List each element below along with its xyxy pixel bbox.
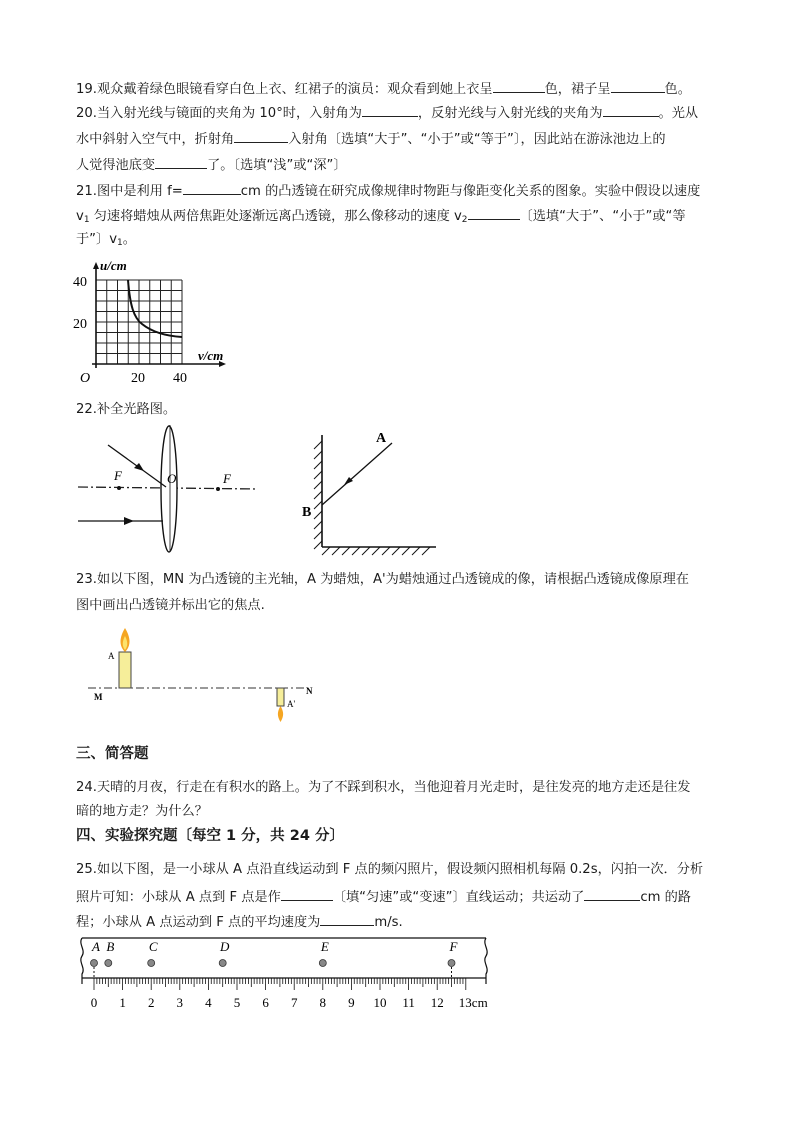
question-24-line2: 暗的地方走？为什么？ xyxy=(76,804,208,819)
answer-blank[interactable] xyxy=(362,102,418,117)
answer-blank[interactable] xyxy=(493,78,545,93)
y-axis-arrow xyxy=(93,262,99,269)
label-a: A xyxy=(108,651,115,661)
ruler-number: 10 xyxy=(373,995,387,1010)
answer-blank[interactable] xyxy=(320,911,374,926)
candle-image xyxy=(277,688,284,706)
question-23-line2: 图中画出凸透镜并标出它的焦点. xyxy=(76,598,265,613)
label-m: M xyxy=(94,692,103,702)
tick-x-20: 20 xyxy=(131,371,145,386)
question-23-line1: 23.如以下图，MN 为凸透镜的主光轴，A 为蜡烛，A'为蜡烛通过凸透镜成的像，请根据凸透镜成像原理在 xyxy=(76,572,689,587)
ball-point-d xyxy=(219,960,226,967)
ball-label-a: A xyxy=(92,939,100,954)
ruler-number: 6 xyxy=(262,995,269,1010)
section-3-heading: 三、简答题 xyxy=(76,746,149,762)
question-24-line1: 24.天晴的月夜，行走在有积水的路上。为了不踩到积水，当他迎着月光走时，是往发亮的地方走还是往发 xyxy=(76,780,691,795)
ruler-diagram xyxy=(76,934,496,1019)
focal-point-left xyxy=(117,486,121,490)
ruler-number: 1 xyxy=(119,995,126,1010)
label-a-prime: A' xyxy=(287,699,296,709)
ball-point-a xyxy=(91,960,98,967)
section-4-heading: 四、实验探究题〔每空 1 分，共 24 分〕 xyxy=(76,828,344,844)
question-20-line2: 水中斜射入空气中，折射角 入射角〔选填“大于”、“小于”或“等于”〕，因此站在游泳池边上的 xyxy=(76,128,726,150)
ruler-number: 3 xyxy=(176,995,184,1010)
tick-y-20: 20 xyxy=(73,317,87,332)
label-f-left: F xyxy=(114,468,122,483)
ruler-break-right xyxy=(485,938,487,984)
tick-x-40: 40 xyxy=(173,371,187,386)
question-20-line1: 20.当入射光线与镜面的夹角为 10°时，入射角为 ，反射光线与入射光线的夹角为 。光从 xyxy=(76,102,726,124)
label-o: O xyxy=(167,471,177,486)
uv-graph xyxy=(70,256,240,391)
ball-point-b xyxy=(105,960,112,967)
ball-point-e xyxy=(319,960,326,967)
ruler-number: 9 xyxy=(348,995,355,1010)
ball-point-f xyxy=(448,960,455,967)
answer-blank[interactable] xyxy=(155,154,207,169)
graph-x-label: v/cm xyxy=(198,348,224,363)
ruler-ticks xyxy=(94,978,466,990)
ball-point-c xyxy=(148,960,155,967)
answer-blank[interactable] xyxy=(603,102,659,117)
ruler-number: 4 xyxy=(205,995,212,1010)
convex-lens xyxy=(161,426,177,552)
question-25-line1: 25.如以下图，是一小球从 A 点沿直线运动到 F 点的频闪照片，假设频闪照相机每隔 0.2s，闪拍一次．分析 xyxy=(76,862,704,877)
question-21-line1: 21.图中是利用 f= cm 的凸透镜在研究成像规律时物距与像距变化关系的图象。实验中假设以速度 xyxy=(76,180,726,202)
answer-blank[interactable] xyxy=(611,78,665,93)
ruler-break-left xyxy=(81,938,83,984)
ruler-number: 0 xyxy=(90,995,98,1010)
answer-blank[interactable] xyxy=(281,886,333,901)
candle-a xyxy=(119,652,131,688)
ball-label-c: C xyxy=(148,939,158,954)
ball-label-b: B xyxy=(106,939,115,954)
question-19: 19.观众戴着绿色眼镜看穿白色上衣、红裙子的演员：观众看到她上衣呈 色，裙子呈 色。 xyxy=(76,78,726,100)
tick-y-40: 40 xyxy=(73,275,87,290)
ruler-number: 7 xyxy=(290,995,298,1010)
ruler-number: 5 xyxy=(233,995,241,1010)
focal-point-right xyxy=(216,487,220,491)
answer-blank[interactable] xyxy=(183,180,241,195)
answer-blank[interactable] xyxy=(468,205,520,220)
ray-arrow xyxy=(124,517,134,525)
question-20-line3: 人觉得池底变 了。〔选填“浅”或“深”〕 xyxy=(76,154,726,176)
lens-diagram xyxy=(78,425,268,555)
ball-label-e: E xyxy=(320,939,329,954)
answer-blank[interactable] xyxy=(234,128,288,143)
graph-origin: O xyxy=(80,371,91,386)
graph-y-label: u/cm xyxy=(100,258,127,273)
ball-label-d: D xyxy=(220,939,230,954)
question-25-line2: 照片可知：小球从 A 点到 F 点是作 〔填“匀速”或“变速”〕直线运动；共运动了 cm 的路 xyxy=(76,886,726,908)
ruler-number: 8 xyxy=(319,995,327,1010)
label-f-right: F xyxy=(223,471,231,486)
label-b: B xyxy=(302,505,312,520)
question-21-line2: $v_1$ 匀速将蜡烛从两倍焦距处逐渐远离凸透镜，那么像移动的速度 $v_2$ 〔选填“大于”、“小于”或“等 xyxy=(76,205,726,230)
question-22: 22.补全光路图。 xyxy=(76,402,177,417)
ruler-number: 2 xyxy=(147,995,155,1010)
label-a: A xyxy=(376,431,387,446)
ruler-number: 12 xyxy=(430,995,444,1010)
flame-icon xyxy=(278,706,283,722)
label-n: N xyxy=(306,686,313,696)
ball-positions xyxy=(91,939,459,978)
answer-blank[interactable] xyxy=(584,886,640,901)
ruler-number: 13cm xyxy=(458,995,488,1010)
mirror-diagram xyxy=(300,425,450,560)
uv-curve xyxy=(128,280,182,337)
question-25-line3: 程；小球从 A 点运动到 F 点的平均速度为 m/s. xyxy=(76,911,726,933)
ruler-numbers xyxy=(91,995,488,1010)
incident-ray xyxy=(322,443,392,505)
candle-diagram xyxy=(88,624,328,729)
ruler-number: 11 xyxy=(402,995,415,1010)
ball-label-f: F xyxy=(449,939,458,954)
mirror-hatching xyxy=(314,441,430,555)
question-21-line3: 于”〕$v_1$。 xyxy=(76,232,136,248)
